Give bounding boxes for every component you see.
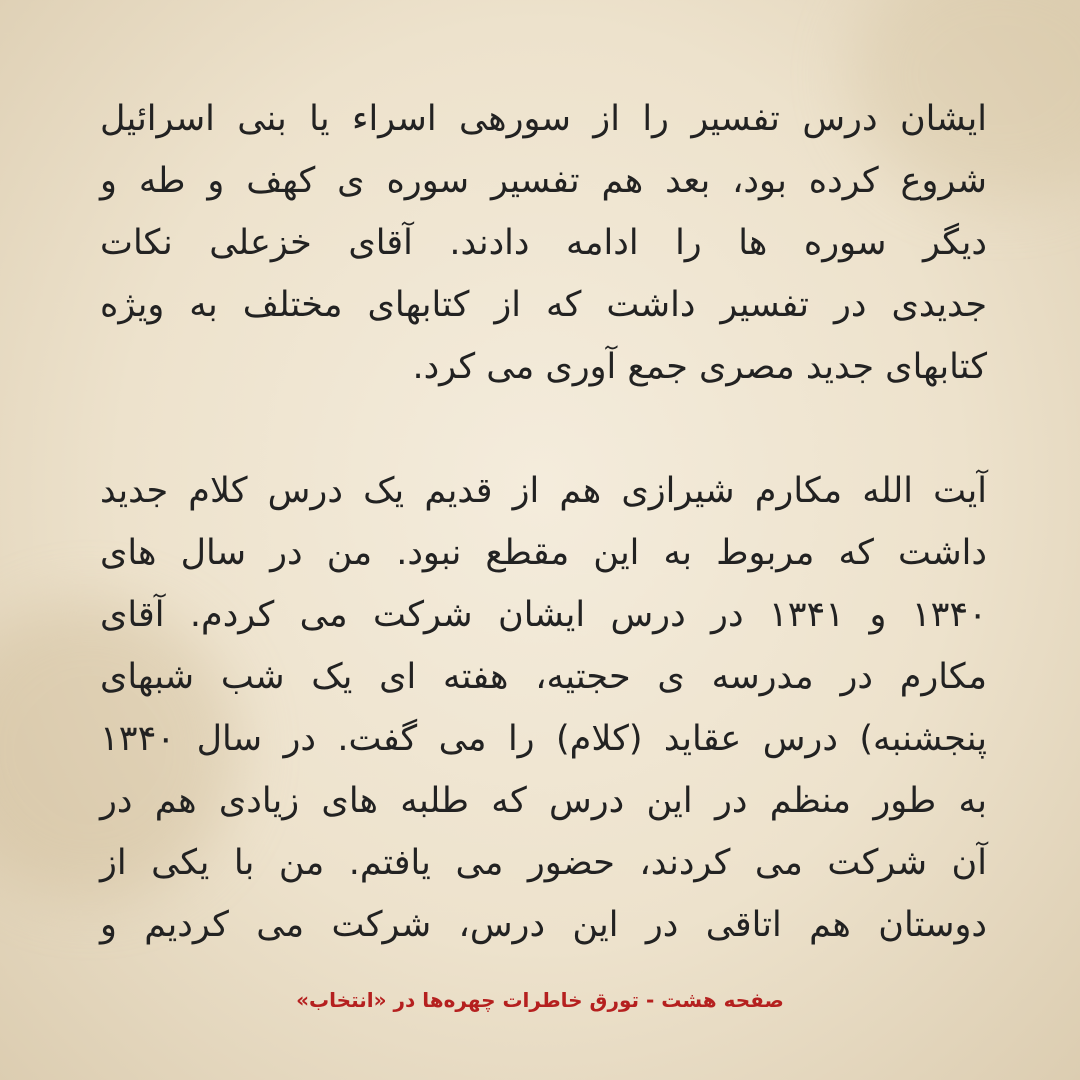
paragraph-1	[100, 88, 987, 398]
paragraph-2	[100, 460, 987, 956]
document-body	[100, 88, 987, 956]
footer-caption: صفحه هشت - تورق خاطرات چهره‌ها در «انتخاب»	[296, 988, 784, 1012]
text-line: پنجشنبه) درس عقاید (کلام) را می گفت. در سال ۱۳۴۰	[100, 719, 987, 759]
text-line: دوستان هم اتاقی در این درس، شرکت می کردیم و	[100, 905, 987, 945]
text-line: ۱۳۴۰ و ۱۳۴۱ در درس ایشان شرکت می کردم. آقای	[100, 595, 988, 635]
text-line: دیگر سوره ها را ادامه دادند. آقای خزعلی نکات	[100, 223, 987, 263]
text-line: مکارم در مدرسه ی حجتیه، هفته ای یک شب شبهای	[100, 657, 987, 697]
text-line: شروع کرده بود، بعد هم تفسیر سوره ی کهف و طه و	[100, 161, 987, 201]
text-line: کتابهای جدید مصری جمع آوری می کرد.	[412, 347, 987, 387]
text-line: آن شرکت می کردند، حضور می یافتم. من با یکی از	[100, 843, 987, 883]
text-line: آیت الله مکارم شیرازی هم از قدیم یک درس کلام جدید	[100, 471, 987, 511]
text-line: جدیدی در تفسیر داشت که از کتابهای مختلف به ویژه	[100, 285, 987, 325]
text-line: داشت که مربوط به این مقطع نبود. من در سال های	[100, 533, 987, 573]
text-line: به طور منظم در این درس که طلبه های زیادی هم در	[100, 781, 987, 821]
paragraph-gap	[100, 398, 987, 460]
text-line: ایشان درس تفسیر را از سورهی اسراء یا بنی اسرائیل	[100, 99, 987, 139]
